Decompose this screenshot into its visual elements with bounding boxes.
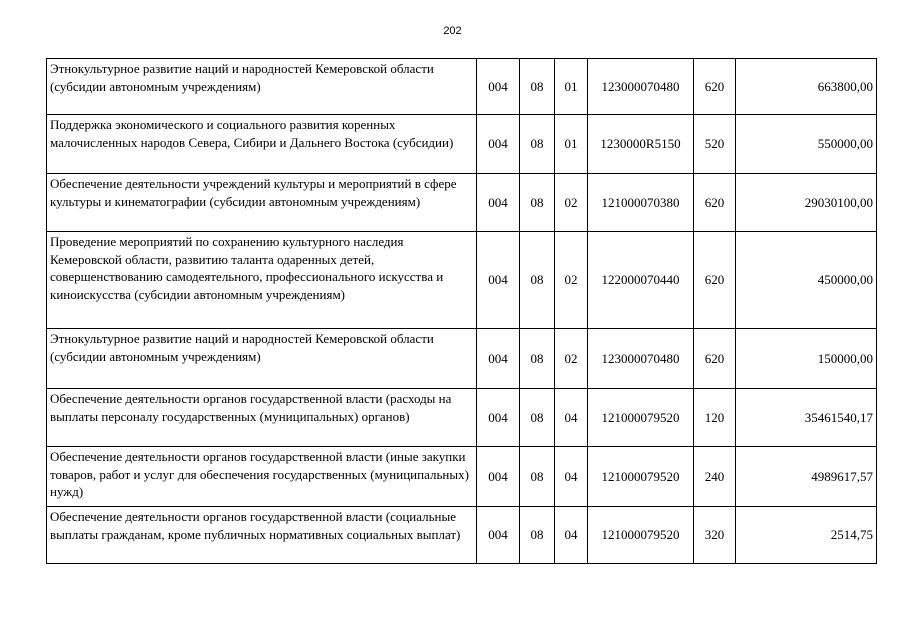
subsection-code-cell: 02 [555,174,588,232]
expense-type-cell: 120 [694,389,736,447]
subsection-code-cell: 04 [555,447,588,507]
section-code-cell: 08 [520,389,555,447]
subsection-code-cell: 02 [555,329,588,389]
amount-cell: 29030100,00 [736,174,877,232]
target-article-cell: 121000079520 [588,389,694,447]
ministry-code-cell: 004 [477,59,520,115]
subsection-code-cell: 02 [555,232,588,329]
section-code-cell: 08 [520,232,555,329]
section-code-cell: 08 [520,59,555,115]
expense-type-cell: 620 [694,329,736,389]
table-row [47,329,877,389]
table-row [47,232,877,329]
subsection-code-cell: 04 [555,389,588,447]
subsection-code-cell: 04 [555,507,588,564]
expense-type-cell: 240 [694,447,736,507]
expense-type-cell: 520 [694,115,736,174]
budget-table [46,58,877,564]
expense-type-cell: 620 [694,232,736,329]
target-article-cell: 1230000R5150 [588,115,694,174]
section-code-cell: 08 [520,115,555,174]
table-row [47,389,877,447]
expense-name-cell: Обеспечение деятельности учреждений культуры и мероприятий в сфере культуры и кинематографии (субсидии автономным учреждениям) [47,174,477,232]
subsection-code-cell: 01 [555,59,588,115]
target-article-cell: 121000070380 [588,174,694,232]
table-row [47,507,877,564]
ministry-code-cell: 004 [477,507,520,564]
section-code-cell: 08 [520,507,555,564]
amount-cell: 663800,00 [736,59,877,115]
target-article-cell: 123000070480 [588,329,694,389]
subsection-code-cell: 01 [555,115,588,174]
section-code-cell: 08 [520,174,555,232]
amount-cell: 4989617,57 [736,447,877,507]
section-code-cell: 08 [520,447,555,507]
ministry-code-cell: 004 [477,389,520,447]
expense-type-cell: 320 [694,507,736,564]
expense-name-cell: Этнокультурное развитие наций и народностей Кемеровской области (субсидии автономным учреждениям) [47,329,477,389]
target-article-cell: 122000070440 [588,232,694,329]
expense-type-cell: 620 [694,59,736,115]
section-code-cell: 08 [520,329,555,389]
expense-name-cell: Этнокультурное развитие наций и народностей Кемеровской области (субсидии автономным учреждениям) [47,59,477,115]
amount-cell: 150000,00 [736,329,877,389]
target-article-cell: 121000079520 [588,447,694,507]
amount-cell: 35461540,17 [736,389,877,447]
amount-cell: 2514,75 [736,507,877,564]
ministry-code-cell: 004 [477,232,520,329]
table-row [47,59,877,115]
target-article-cell: 121000079520 [588,507,694,564]
ministry-code-cell: 004 [477,174,520,232]
expense-name-cell: Поддержка экономического и социального развития коренных малочисленных народов Севера, Сибири и Дальнего Востока (субсидии) [47,115,477,174]
expense-name-cell: Проведение мероприятий по сохранению культурного наследия Кемеровской области, развитию таланта одаренных детей, совершенствованию самодеятельного, профессионального искусства и киноискусства (субсидии автономным учреждениям) [47,232,477,329]
expense-type-cell: 620 [694,174,736,232]
expense-name-cell: Обеспечение деятельности органов государственной власти (социальные выплаты гражданам, кроме публичных нормативных социальных выплат) [47,507,477,564]
ministry-code-cell: 004 [477,447,520,507]
amount-cell: 550000,00 [736,115,877,174]
table-row [47,174,877,232]
expense-name-cell: Обеспечение деятельности органов государственной власти (расходы на выплаты персоналу государственных (муниципальных) органов) [47,389,477,447]
page-number: 202 [443,25,462,37]
table-row [47,447,877,507]
table-row [47,115,877,174]
expense-name-cell: Обеспечение деятельности органов государственной власти (иные закупки товаров, работ и услуг для обеспечения государственных (муниципальных) нужд) [47,447,477,507]
ministry-code-cell: 004 [477,329,520,389]
ministry-code-cell: 004 [477,115,520,174]
target-article-cell: 123000070480 [588,59,694,115]
amount-cell: 450000,00 [736,232,877,329]
